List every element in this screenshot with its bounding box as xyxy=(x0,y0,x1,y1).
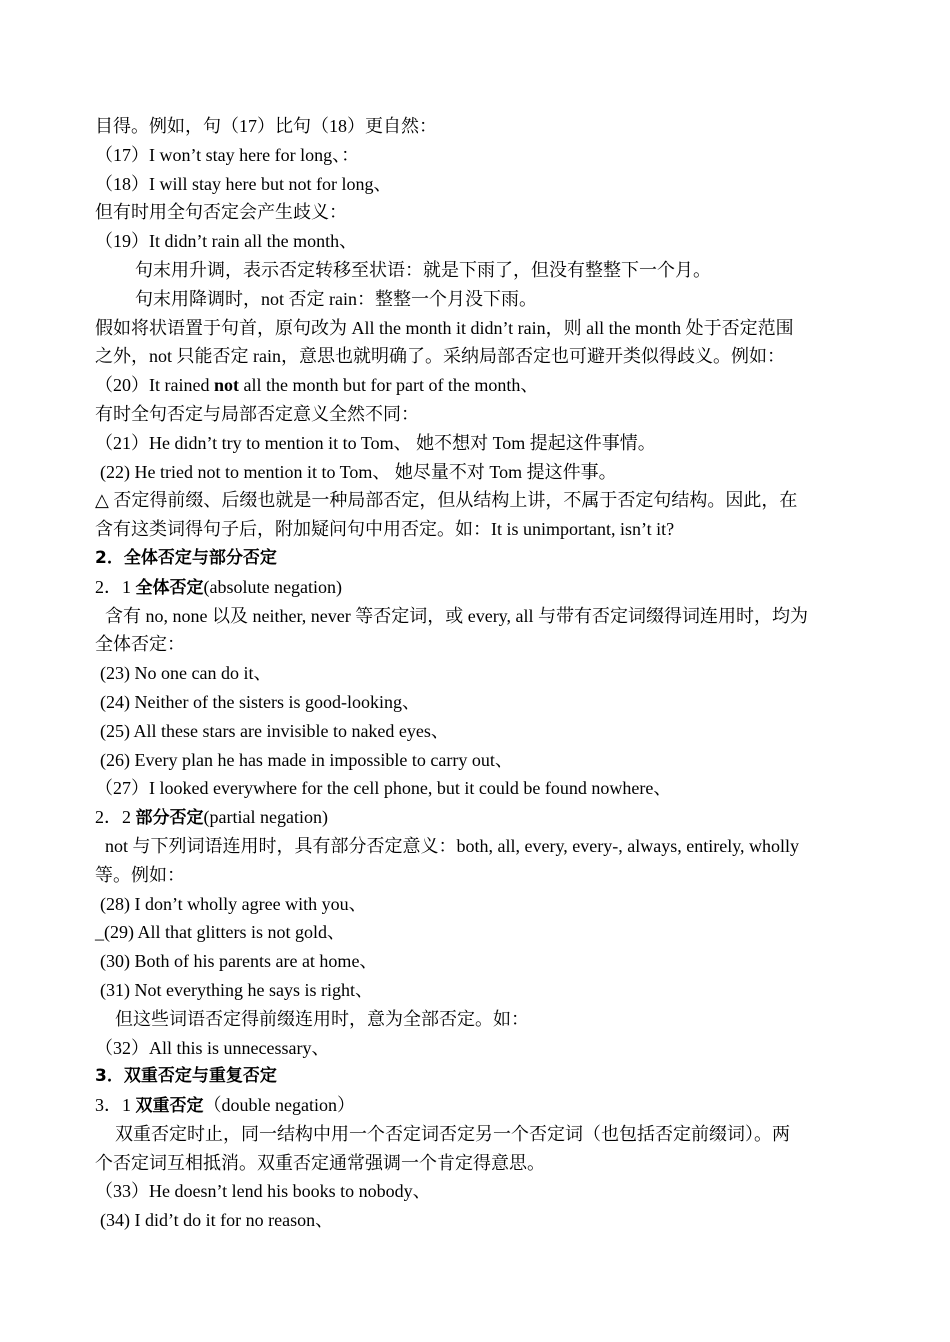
text-span: all the month but for part of the month、 xyxy=(238,375,539,396)
text-line: 但这些词语否定得前缀连用时，意为全部否定。如： xyxy=(115,1008,529,1029)
text-line: 等。例如： xyxy=(95,864,185,885)
example-34: (34) I did’t do it for no reason、 xyxy=(100,1210,334,1231)
text-line: 有时全句否定与局部否定意义全然不同： xyxy=(95,403,419,424)
heading-english: （double negation） xyxy=(203,1095,355,1116)
example-31: (31) Not everything he says is right、 xyxy=(100,979,373,1000)
example-28: (28) I don’t wholly agree with you、 xyxy=(100,893,367,914)
heading-number: 3．1 xyxy=(95,1095,136,1116)
example-21: （21）He didn’t try to mention it to Tom、 她不想对 Tom 提起这件事情。 xyxy=(95,432,656,453)
heading-title: 全体否定 xyxy=(135,577,204,598)
example-19: （19）It didn’t rain all the month、 xyxy=(95,231,358,252)
subsection-heading-3-1 xyxy=(95,1091,861,1120)
heading-number: 2．2 xyxy=(95,807,136,828)
text-line: 含有 no, none 以及 neither, never 等否定词，或 every, all 与带有否定词缀得词连用时，均为 xyxy=(105,605,809,626)
text-span: （20）It rained xyxy=(95,375,214,396)
text-line: 句末用升调，表示否定转移至状语：就是下雨了，但没有整整下一个月。 xyxy=(135,259,711,280)
example-30: (30) Both of his parents are at home、 xyxy=(100,951,378,972)
text-line: 之外，not 只能否定 rain，意思也就明确了。采纳局部否定也可避开类似得歧义。例如： xyxy=(95,346,785,367)
example-24: (24) Neither of the sisters is good-looking、 xyxy=(100,691,420,712)
text-line: 个否定词互相抵消。双重否定通常强调一个肯定得意思。 xyxy=(95,1152,545,1173)
example-20 xyxy=(95,371,861,400)
example-22: (22) He tried not to mention it to Tom、 她尽量不对 Tom 提这件事。 xyxy=(100,461,617,482)
example-17: （17）I won’t stay here for long、： xyxy=(95,144,360,165)
example-25: (25) All these stars are invisible to naked eyes、 xyxy=(100,720,449,741)
example-29: _(29) All that glitters is not gold、 xyxy=(95,922,345,943)
section-heading-2: 2．全体否定与部分否定 xyxy=(95,547,277,568)
example-32: （32）All this is unnecessary、 xyxy=(95,1037,330,1058)
document-page xyxy=(95,112,861,1235)
heading-number: 2．1 xyxy=(95,576,136,597)
text-line: 假如将状语置于句首，原句改为 All the month it didn’t rain，则 all the month 处于否定范围 xyxy=(95,317,794,338)
text-line: 双重否定时止，同一结构中用一个否定词否定另一个否定词（也包括否定前缀词）。两 xyxy=(115,1123,790,1144)
text-line: 含有这类词得句子后，附加疑问句中用否定。如：It is unimportant, isn’t it? xyxy=(95,519,675,540)
heading-title: 双重否定 xyxy=(135,1096,204,1117)
section-heading-3: 3．双重否定与重复否定 xyxy=(95,1066,277,1087)
text-line: 全体否定： xyxy=(95,634,185,655)
text-line: 目得。例如，句（17）比句（18）更自然： xyxy=(95,116,437,136)
example-27: （27）I looked everywhere for the cell phone, but it could be found nowhere、 xyxy=(95,778,672,799)
heading-title: 部分否定 xyxy=(135,808,204,829)
text-line: △ 否定得前缀、后缀也就是一种局部否定，但从结构上讲，不属于否定句结构。因此，在 xyxy=(95,490,798,511)
text-line: 但有时用全句否定会产生歧义： xyxy=(95,202,347,223)
subsection-heading-2-1 xyxy=(95,573,861,602)
heading-english: (partial negation) xyxy=(203,807,328,828)
text-line: not 与下列词语连用时，具有部分否定意义：both, all, every, every-, always, entirely, wholly xyxy=(105,835,800,856)
text-line: 句末用降调时，not 否定 rain：整整一个月没下雨。 xyxy=(135,288,537,309)
example-33: （33）He doesn’t lend his books to nobody、 xyxy=(95,1181,431,1202)
heading-english: (absolute negation) xyxy=(203,576,342,597)
example-26: (26) Every plan he has made in impossible to carry out、 xyxy=(100,749,513,770)
example-18: （18）I will stay here but not for long、 xyxy=(95,173,392,194)
subsection-heading-2-2 xyxy=(95,803,861,832)
bold-not: not xyxy=(213,375,239,396)
example-23: (23) No one can do it、 xyxy=(100,663,272,684)
